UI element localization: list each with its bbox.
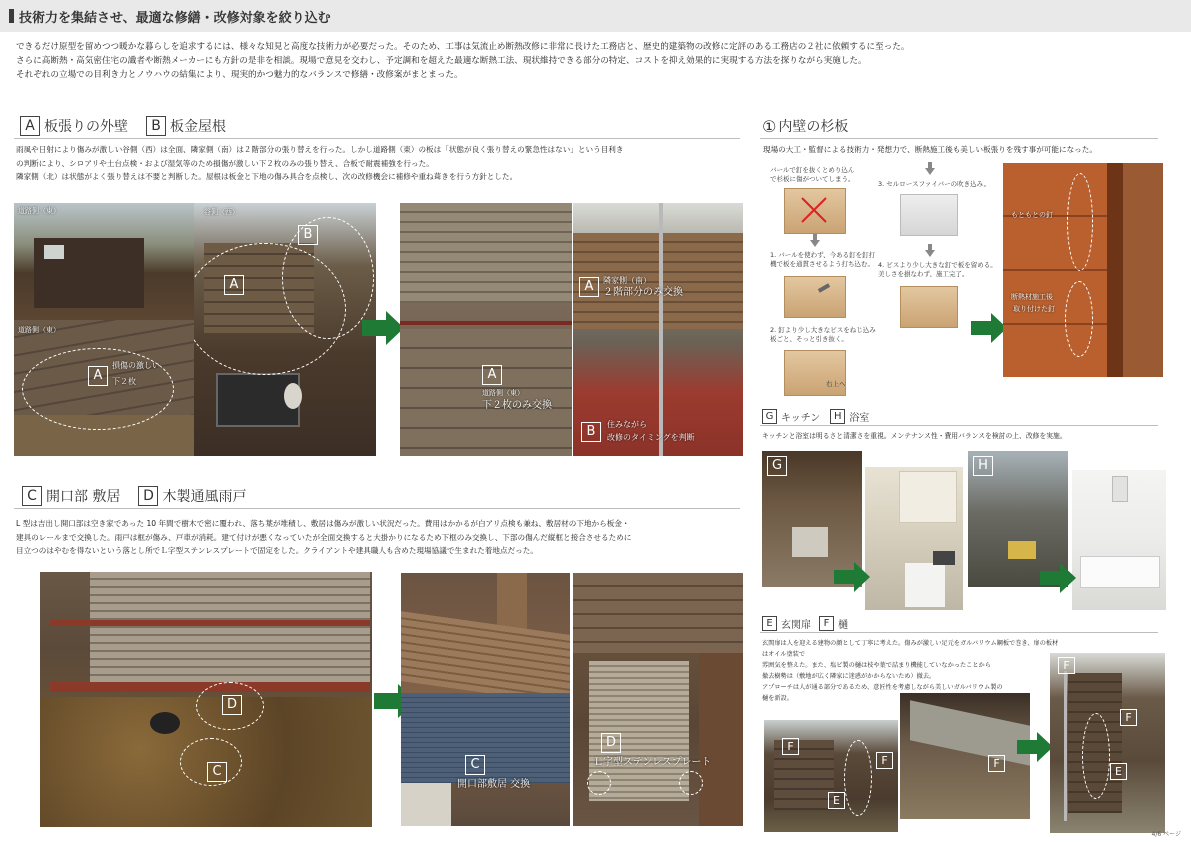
divider — [760, 425, 1158, 426]
photo-note: 損傷の激しい — [112, 361, 160, 370]
label-f: F — [1120, 709, 1137, 726]
paragraph-line: 樋を新設。 — [762, 695, 793, 702]
photo-note: もともとの釘 — [1011, 211, 1053, 219]
label-c: C — [465, 755, 485, 775]
paragraph-line: 撤去樹勢は（敷地が広く隣家に迷惑がかからないため）撤去。 — [762, 673, 936, 680]
label-a: A — [482, 365, 502, 385]
paragraph-line: の判断により、シロアリや土台点検・および湿気等のため損傷が激しい下２枚のみの張り替え、合板で耐震補強を行った。 — [16, 158, 434, 168]
down-arrow-icon — [810, 240, 820, 247]
photo-note: 断熱材施工後 — [1011, 293, 1053, 301]
photo-east-house — [14, 203, 194, 320]
step-text: バールで釘を抜くとめり込んで杉板に傷がついてしまう。 — [770, 166, 855, 183]
photo-cedar-wall — [1003, 163, 1163, 377]
intro-line: できるだけ原型を留めつつ暖かな暮らしを追求するには、様々な知見と高度な技術力が必要だった。そのため、工事は気流止め断熱改修に非常に長けた工務店と、歴史的建築物の改修に定評のある工務店の２社に依頼するに至った。 — [16, 42, 910, 52]
intro-text — [16, 40, 1176, 82]
label-d: D — [222, 695, 242, 715]
section-h-title: 浴室 — [849, 413, 870, 424]
step-text: 1. バールを使わず、今ある釘を釘打機で板を通貫させるよう打ち込む。 — [770, 251, 876, 268]
highlight-circle — [1065, 281, 1093, 357]
paragraph-line: 玄関扉は人を迎える建物の顔として丁寧に考えた。傷みが激しい足元をガルバリウム鋼板で巻き、扉の板材はオイル塗装で — [762, 640, 1059, 658]
highlight-circle — [1067, 173, 1093, 271]
section-e-title: 玄関扉 — [781, 620, 811, 631]
divider — [760, 632, 1158, 633]
photo-sill-before — [40, 572, 372, 827]
label-e: E — [828, 792, 845, 809]
page-header — [0, 0, 1191, 32]
photo-caption: 谷側（西） — [204, 208, 239, 216]
label-f: F — [1058, 657, 1075, 674]
photo-note: 住みながら — [607, 420, 647, 429]
photo-note: ２階部分のみ交換 — [603, 287, 683, 298]
label-e-box: E — [762, 616, 777, 631]
label-a-box: A — [20, 116, 40, 136]
page-title: 技術力を集結させ、最適な修繕・改修対象を絞り込む — [19, 11, 331, 26]
label-b: B — [581, 422, 601, 442]
label-f-box: F — [819, 616, 834, 631]
photo-bath-after — [1072, 470, 1166, 610]
photo-entrance-after — [1050, 653, 1165, 833]
label-g-box: G — [762, 409, 777, 424]
photo-note: 改修のタイミングを判断 — [607, 433, 695, 442]
green-arrow-icon — [971, 313, 1007, 343]
intro-line: それぞれの立場での目利き力とノウハウの結集により、現実的かつ魅力的なバランスで修繕・改修案がまとまった。 — [16, 70, 463, 80]
photo-south-after — [573, 203, 743, 456]
label-d-box: D — [138, 486, 158, 506]
label-c: C — [207, 762, 227, 782]
label-c-box: C — [22, 486, 42, 506]
photo-west-house — [194, 203, 376, 456]
divider — [14, 138, 740, 139]
section-f-title: 樋 — [838, 620, 848, 631]
photo-east-after — [400, 203, 572, 456]
photo-note: 開口部敷居 交換 — [457, 779, 531, 790]
label-e: E — [1110, 763, 1127, 780]
section-cd-heading — [22, 486, 246, 506]
step-text: 4. ビスより少し大きな釘で板を留める。美しさを損なわず、施工完了。 — [878, 261, 997, 278]
label-d: D — [601, 733, 621, 753]
photo-note: 下２枚 — [112, 377, 136, 386]
intro-line: さらに高断熱・高気密住宅の識者や断熱メーカーにも方針の是非を相談。現場で意見を交わし、予定調和を超えた最適な断熱工法、現状維持できる部分の特定、コストを抑え効果的に実現する方法を探りながら実施した。 — [16, 56, 867, 66]
photo-note: 隣家側（南） — [603, 276, 651, 285]
label-h: H — [973, 456, 993, 476]
label-a: A — [88, 366, 108, 386]
photo-east-wall-lower — [14, 320, 194, 456]
down-arrow-icon — [925, 250, 935, 257]
paragraph-line: 雨風や日射により傷みが激しい谷側（西）は全面、隣家側（南）は２階部分の張り替えを行った。しかし道路側（東）の板は「状態が良く張り替えの緊急性はない」という目利き — [16, 145, 624, 154]
photo-caption: 道路側（東） — [18, 326, 60, 334]
green-arrow-icon — [1040, 563, 1076, 593]
label-b-box: B — [146, 116, 166, 136]
photo-note: 取り付けた釘 — [1013, 305, 1055, 313]
step-text: 右上へ — [826, 380, 846, 388]
section-ab-heading — [20, 116, 226, 136]
section-1-text: 現場の大工・監督による技術力・発想力で、断熱施工後も美しい板張りを残す事が可能になった。 — [763, 145, 1097, 154]
section-b-title: 板金屋根 — [170, 119, 226, 135]
step-text: 2. 釘より少し大きなビスをねじ込み板ごと、そっと引き抜く。 — [770, 326, 876, 343]
section-ef-heading — [762, 616, 848, 631]
highlight-circle — [1082, 713, 1110, 799]
green-arrow-icon — [362, 311, 404, 345]
step-text: 3. セルロースファイバーの吹き込み。 — [878, 180, 991, 188]
page-number: 4/6 ページ — [1151, 831, 1181, 838]
section-1-number: ① — [762, 116, 777, 136]
highlight-circle — [282, 217, 374, 339]
label-a: A — [224, 275, 244, 295]
section-ab-text — [16, 143, 746, 184]
highlight-circle — [587, 771, 611, 795]
label-b: B — [298, 225, 318, 245]
paragraph-line: 建具のレールまで交換した。雨戸は框が傷み、戸車が消耗。建て付けが悪くなっていたが全面交換すると大掛かりになるため下框のみ交換し、下部の傷んだ縦框と接合させるために — [16, 532, 632, 542]
label-a: A — [579, 277, 599, 297]
paragraph-line: 目立つのはやむを得ないという落とし所でＬ字型ステンレスプレートで固定をした。クライアントや建具職人も含めた現場協議で生まれた着地点だった。 — [16, 546, 538, 555]
header-mark — [9, 9, 14, 23]
green-arrow-icon — [1017, 732, 1053, 762]
plank-illustration — [784, 276, 846, 318]
paragraph-line: L 型は吉出し開口部は空き家であった 10 年間で樹木で密に覆われ、落ち葉が堆積し、敷居は傷みが激しい状況だった。費用はかかるが白アリ点検も兼ね、敷居材の下地から板金・ — [16, 519, 630, 528]
paragraph-line: 雰囲気を整えた。また、塩ビ製の樋は枝や葉で詰まり機能していなかったことから — [762, 662, 991, 669]
photo-sill-after — [401, 573, 570, 826]
section-d-title: 木製通風雨戸 — [162, 489, 247, 505]
divider — [760, 138, 1158, 139]
plank-illustration — [900, 286, 958, 328]
cross-mark-icon — [798, 194, 830, 226]
plank-illustration — [784, 350, 846, 396]
section-1-title: 内壁の杉板 — [778, 119, 849, 135]
photo-note: Ｌ字型ステンレスプレート — [593, 757, 712, 768]
divider — [14, 508, 740, 509]
photo-note: 下２枚のみ交換 — [482, 400, 552, 411]
photo-kitchen-after — [865, 467, 963, 610]
highlight-circle — [679, 771, 703, 795]
cellulose-illustration — [900, 194, 958, 236]
down-arrow-icon — [925, 168, 935, 175]
section-g-title: キッチン — [781, 413, 821, 424]
label-g: G — [767, 456, 787, 476]
section-a-title: 板張りの外壁 — [44, 119, 128, 135]
paragraph-line: アプローチは人が通る部分であるため、意匠性を考慮しながら美しいガルバリウム製の — [762, 684, 1003, 691]
label-f: F — [988, 755, 1005, 772]
green-arrow-icon — [834, 562, 870, 592]
photo-entrance-before — [764, 720, 898, 832]
photo-note: 道路側（東） — [482, 389, 524, 397]
photo-gutter-before — [900, 693, 1030, 819]
highlight-circle — [844, 740, 872, 816]
label-f: F — [876, 752, 893, 769]
section-1-heading — [762, 116, 848, 136]
section-c-title: 開口部 敷居 — [46, 489, 121, 505]
photo-caption: 道路側（東） — [18, 207, 60, 215]
label-f: F — [782, 738, 799, 755]
label-h-box: H — [830, 409, 845, 424]
section-gh-heading — [762, 409, 869, 424]
paragraph-line: 隣家側（北）は状態がよく張り替えは不要と判断した。屋根は板金と下地の傷み具合を点検し、次の改修機会に補修や重ね葺きを行う方針とした。 — [16, 172, 518, 181]
section-cd-text — [16, 517, 746, 558]
photo-shutter-after — [573, 573, 743, 826]
section-gh-text: キッチンと浴室は明るさと清潔さを重視。メンテナンス性・費用バランスを検討の上、改修を実施。 — [762, 432, 1067, 440]
